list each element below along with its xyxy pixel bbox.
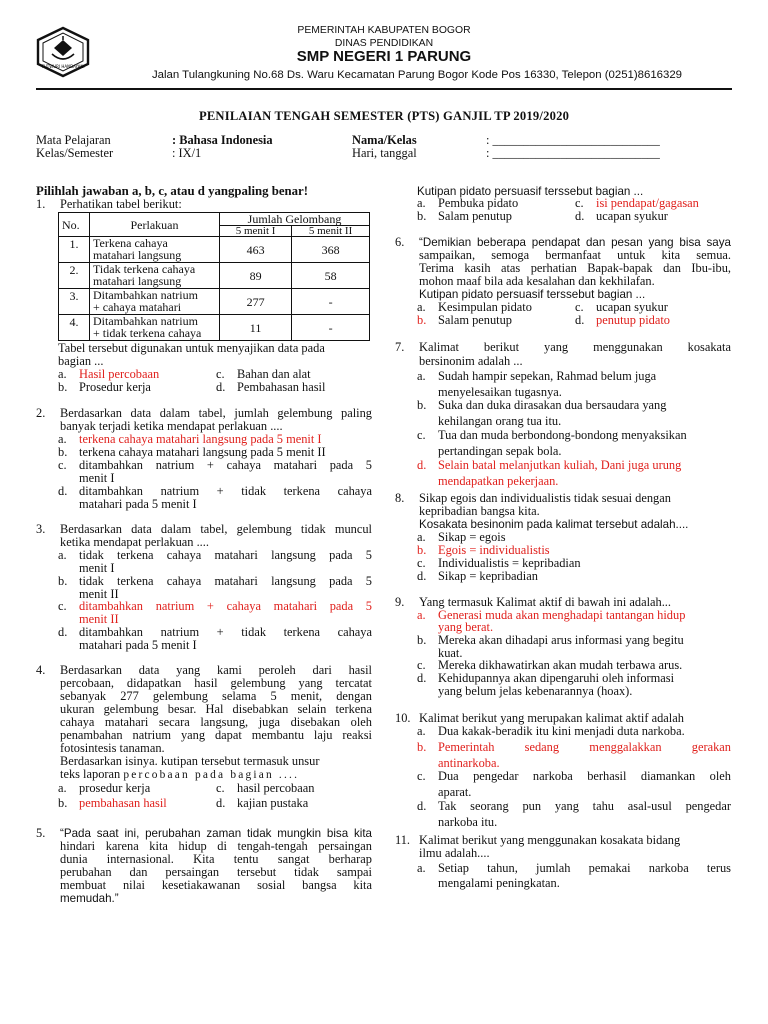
table-header-5m2: 5 menit II — [292, 226, 370, 237]
svg-text:TUTWURI HANDAYANI: TUTWURI HANDAYANI — [41, 64, 85, 69]
header-school: SMP NEGERI 1 PARUNG — [296, 48, 472, 65]
instruction: Pilihlah jawaban a, b, c, atau d yangpaling benar! — [36, 184, 308, 198]
table-header-perlakuan: Perlakuan — [90, 213, 220, 237]
meta-kelas-value: : IX/1 — [172, 146, 202, 160]
question-text: Tabel tersebut digunakan untuk menyajikan data pada — [58, 341, 325, 355]
table-header-jumlah: Jumlah Gelombang — [220, 213, 370, 226]
header-office: DINAS PENDIDIKAN — [334, 38, 434, 49]
header-address: Jalan Tulangkuning No.68 Ds. Waru Kecamatan Parung Bogor Kode Pos 16330, Telepon (0251)8616329 — [151, 69, 683, 81]
meta-hari-label: Hari, tanggal — [352, 146, 417, 160]
table-header-5m1: 5 menit I — [220, 226, 292, 237]
question-text: Perhatikan tabel berikut: — [60, 197, 182, 211]
table-row: 1. Terkena cahaya matahari langsung 463 368 — [59, 237, 370, 263]
page-title: PENILAIAN TENGAH SEMESTER (PTS) GANJIL TP 2019/2020 — [198, 109, 570, 123]
table-row: 3. Ditambahkan natrium + cahaya matahari 277 - — [59, 289, 370, 315]
meta-mapel-label: Mata Pelajaran — [36, 133, 111, 147]
question-number: 1. — [36, 197, 46, 211]
meta-mapel-value: : Bahasa Indonesia — [172, 133, 273, 147]
table-row: 4. Ditambahkan natrium + tidak terkena cahaya 11 - — [59, 315, 370, 341]
header-gov: PEMERINTAH KABUPATEN BOGOR — [297, 25, 471, 36]
meta-nama-label: Nama/Kelas — [352, 133, 417, 147]
meta-hari-value: : ___________________________ — [486, 146, 660, 160]
meta-kelas-label: Kelas/Semester — [36, 146, 114, 160]
question-5-stem: Kutipan pidato persuasif terssebut bagian ... — [417, 185, 644, 198]
header-divider — [36, 88, 732, 90]
table-row: 2. Tidak terkena cahaya matahari langsung 89 58 — [59, 263, 370, 289]
table-header-no: No. — [59, 213, 90, 237]
meta-nama-value: : ___________________________ — [486, 133, 660, 147]
question-text: bagian ... — [58, 354, 104, 368]
letterhead — [0, 0, 768, 90]
data-table — [58, 212, 370, 341]
